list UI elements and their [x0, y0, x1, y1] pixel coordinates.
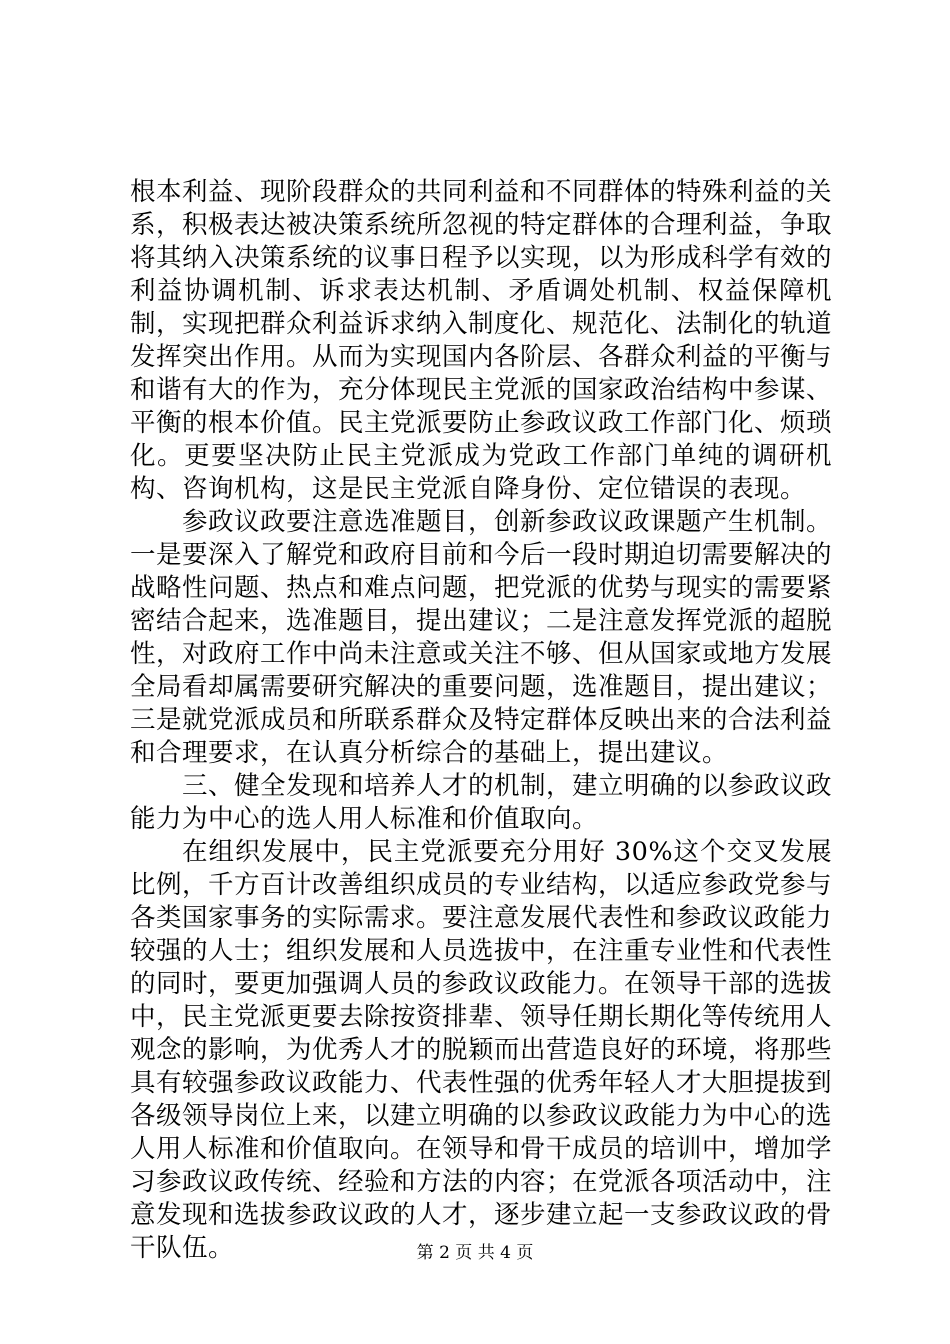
- document-body: [130, 176, 832, 1265]
- paragraph-4: 在组织发展中，民主党派要充分用好 30%这个交叉发展比例，千方百计改善组织成员的专业结构，以适应参政党参与各类国家事务的实际需求。要注意发展代表性和参政议政能力较强的人士；组织发展和人员选拔中，在注重专业性和代表性的同时，要更加强调人员的参政议政能力。在领导干部的选拔中，民主党派更要去除按资排辈、领导任期长期化等传统用人观念的影响，为优秀人才的脱颖而出营造良好的环境，将那些具有较强参政议政能力、代表性强的优秀年轻人才大胆提拔到各级领导岗位上来，以建立明确的以参政议政能力为中心的选人用人标准和价值取向。在领导和骨干成员的培训中，增加学习参政议政传统、经验和方法的内容；在党派各项活动中，注意发现和选拔参政议政的人才，逐步建立起一支参政议政的骨干队伍。: [130, 837, 833, 1263]
- paragraph-1: 根本利益、现阶段群众的共同利益和不同群体的特殊利益的关系，积极表达被决策系统所忽视的特定群体的合理利益，争取将其纳入决策系统的议事日程予以实现，以为形成科学有效的利益协调机制、诉求表达机制、矛盾调处机制、权益保障机制，实现把群众利益诉求纳入制度化、规范化、法制化的轨道发挥突出作用。从而为实现国内各阶层、各群众利益的平衡与和谐有大的作为，充分体现民主党派的国家政治结构中参谋、平衡的根本价值。民主党派要防止参政议政工作部门化、烦琐化。更要坚决防止民主党派成为党政工作部门单纯的调研机构、咨询机构，这是民主党派自降身份、定位错误的表现。: [130, 177, 833, 504]
- paragraph-2: 参政议政要注意选准题目，创新参政议政课题产生机制。一是要深入了解党和政府目前和今后一段时期迫切需要解决的战略性问题、热点和难点问题，把党派的优势与现实的需要紧密结合起来，选准题目，提出建议；二是注意发挥党派的超脱性，对政府工作中尚未注意或关注不够、但从国家或地方发展全局看却属需要研究解决的重要问题，选准题目，提出建议；三是就党派成员和所联系群众及特定群体反映出来的合法利益和合理要求，在认真分析综合的基础上，提出建议。: [130, 507, 833, 768]
- section-heading-3: 三、健全发现和培养人才的机制，建立明确的以参政议政能力为中心的选人用人标准和价值取向。: [130, 771, 833, 834]
- page-number-footer: 第 2 页 共 4 页: [416, 1243, 534, 1263]
